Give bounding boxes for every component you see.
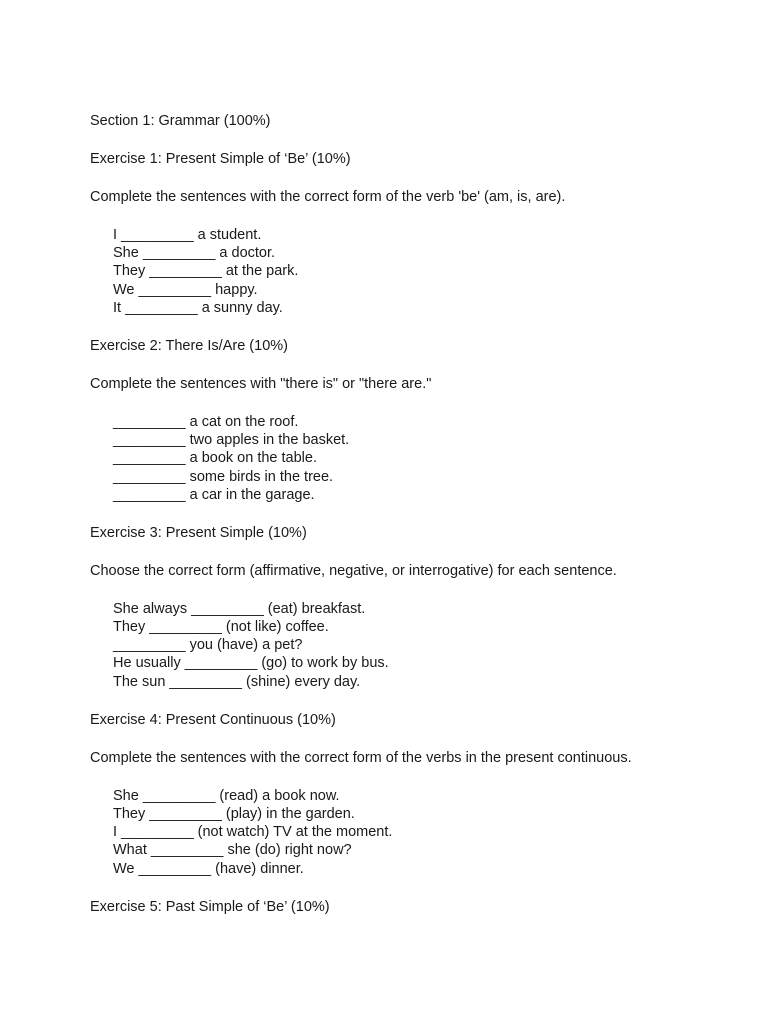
exercise-items	[113, 600, 730, 691]
exercise-title: Exercise 2: There Is/Are (10%)	[90, 337, 288, 354]
exercise-item: We _________ happy.	[113, 281, 258, 298]
exercise-item: _________ a cat on the roof.	[113, 413, 299, 430]
exercise-title: Exercise 3: Present Simple (10%)	[90, 524, 307, 541]
exercise-items	[113, 226, 730, 317]
exercise-items	[113, 787, 730, 878]
exercise-item: _________ some birds in the tree.	[113, 468, 334, 485]
exercise-item: _________ a car in the garage.	[113, 486, 315, 503]
exercise-item: They _________ (not like) coffee.	[113, 619, 329, 636]
exercise-instruction: Choose the correct form (affirmative, negative, or interrogative) for each sentence.	[90, 562, 617, 579]
section-title: Section 1: Grammar (100%)	[90, 113, 271, 129]
exercise-item: What _________ she (do) right now?	[113, 842, 352, 859]
exercise-item: She _________ a doctor.	[113, 245, 276, 262]
exercise-instruction: Complete the sentences with the correct form of the verbs in the present continuous.	[90, 749, 632, 766]
exercise-instruction: Complete the sentences with the correct form of the verb 'be' (am, is, are).	[90, 189, 566, 205]
exercise-title: Exercise 4: Present Continuous (10%)	[90, 711, 336, 728]
exercise-item: They _________ at the park.	[113, 263, 299, 280]
exercise-item: _________ a book on the table.	[113, 450, 317, 467]
exercise-4	[90, 711, 730, 878]
exercise-instruction: Complete the sentences with "there is" or "there are."	[90, 375, 432, 392]
exercise-item: I _________ (not watch) TV at the moment.	[113, 824, 393, 841]
exercise-item: She _________ (read) a book now.	[113, 787, 340, 804]
exercise-5	[90, 898, 730, 916]
exercise-item: It _________ a sunny day.	[113, 299, 283, 316]
exercise-item: _________ two apples in the basket.	[113, 432, 350, 449]
exercise-title: Exercise 1: Present Simple of ‘Be’ (10%)	[90, 151, 351, 167]
exercise-2	[90, 337, 730, 504]
document-page	[90, 112, 730, 936]
exercise-item: He usually _________ (go) to work by bus.	[113, 655, 389, 672]
exercise-3	[90, 524, 730, 691]
exercise-item: She always _________ (eat) breakfast.	[113, 600, 366, 617]
exercise-title: Exercise 5: Past Simple of ‘Be’ (10%)	[90, 898, 330, 915]
exercise-items	[113, 413, 730, 504]
exercise-item: _________ you (have) a pet?	[113, 637, 303, 654]
exercise-item: They _________ (play) in the garden.	[113, 806, 355, 822]
exercise-item: The sun _________ (shine) every day.	[113, 673, 361, 690]
exercise-item: I _________ a student.	[113, 227, 262, 243]
exercise-1	[90, 150, 730, 317]
exercise-item: We _________ (have) dinner.	[113, 860, 304, 877]
